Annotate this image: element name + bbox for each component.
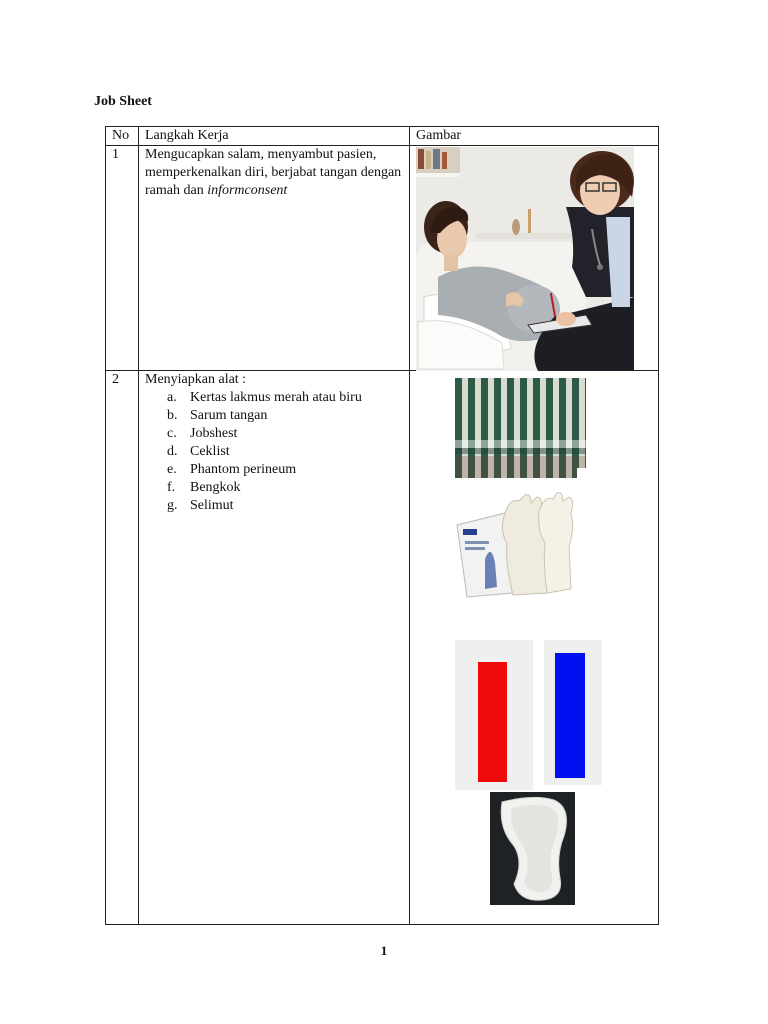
row-number: 1 [106,146,139,371]
step-lead: Menyiapkan alat : [145,372,247,387]
list-item [167,425,403,443]
image-cell [410,146,659,371]
list-item [167,479,403,497]
table-row [106,371,659,925]
list-item [167,407,403,425]
page-number: 1 [380,943,388,958]
list-marker: e. [167,462,177,477]
list-item-label: Sarum tangan [190,408,268,423]
kidney-dish-photo [490,792,575,905]
gloves-photo [455,483,576,599]
list-item-label: Selimut [190,498,234,513]
list-item [167,497,403,515]
list-item-label: Jobshest [190,426,238,441]
step-text-italic: informconsent [207,183,288,198]
header-image: Gambar [410,127,659,146]
list-marker: c. [167,426,177,441]
list-item-label: Bengkok [190,480,241,495]
image-cell [410,371,659,925]
job-sheet-table [105,126,659,925]
list-item-label: Phantom perineum [190,462,297,477]
step-text-plain: Mengucapkan salam, menyambut pasien, memperkenalkan diri, berjabat tangan dengan ramah dan [145,147,402,198]
document-title: Job Sheet [94,94,152,109]
step-description [139,371,410,925]
list-marker: a. [167,390,177,405]
table-header-row [106,127,659,146]
blanket-photo [455,378,586,478]
row-number: 2 [106,371,139,925]
step-description [139,146,410,371]
list-item [167,461,403,479]
list-item [167,389,403,407]
red-litmus-paper-photo [455,640,533,790]
list-item [167,443,403,461]
list-marker: f. [167,480,176,495]
list-marker: g. [167,498,178,513]
header-no: No [106,127,139,146]
table-row [106,146,659,371]
list-item-label: Kertas lakmus merah atau biru [190,390,362,405]
list-marker: b. [167,408,178,423]
header-step: Langkah Kerja [139,127,410,146]
blue-litmus-paper-photo [544,640,602,785]
consultation-photo [416,147,634,371]
list-marker: d. [167,444,178,459]
list-item-label: Ceklist [190,444,230,459]
equipment-list [145,389,403,515]
